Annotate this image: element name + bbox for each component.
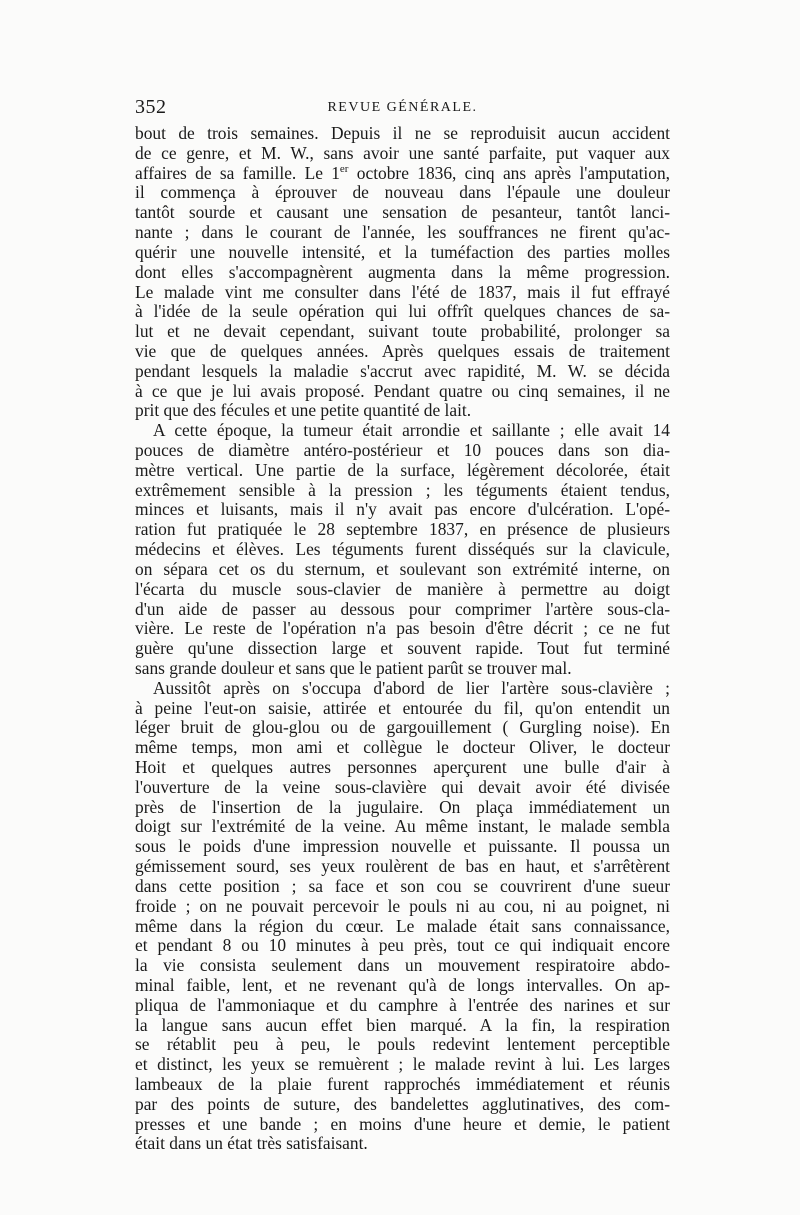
- text-line: pliqua de l'ammoniaque et du camphre à l'entrée des narines et sur: [135, 994, 670, 1015]
- page-number: 352: [135, 96, 167, 118]
- text-line: par des points de suture, des bandelettes agglutinatives, des com-: [135, 1093, 670, 1114]
- text-line: d'un aide de passer au dessous pour comprimer l'artère sous-cla-: [135, 598, 670, 619]
- text-line: lambeaux de la plaie furent rapprochés immédiatement et réunis: [135, 1074, 670, 1094]
- text-line: dont elles s'accompagnèrent augmenta dans la même progression.: [135, 261, 670, 282]
- text-line: affaires de sa famille. Le 1er octobre 1836, cinq ans après l'amputation,: [135, 162, 670, 183]
- text-line: guère qu'une dissection large et souvent rapide. Tout fut terminé: [135, 638, 670, 659]
- text-line: pouces de diamètre antéro-postérieur et 10 pouces dans son dia-: [135, 440, 670, 460]
- text-line: nante ; dans le courant de l'année, les souffrances ne firent qu'ac-: [135, 222, 670, 243]
- text-line: vière. Le reste de l'opération n'a pas besoin d'être décrit ; ce ne fut: [135, 618, 670, 639]
- text-line: sans grande douleur et sans que le patient parût se trouver mal.: [135, 657, 572, 678]
- text-line: même temps, mon ami et collègue le docteur Oliver, le docteur: [135, 737, 670, 758]
- text-line: l'ouverture de la veine sous-clavière qui devait avoir été divisée: [135, 776, 670, 797]
- text-line: doigt sur l'extrémité de la veine. Au même instant, le malade sembla: [135, 816, 670, 837]
- text-line: se rétablit peu à peu, le pouls redevint lentement perceptible: [135, 1034, 670, 1055]
- text-line: gémissement sourd, ses yeux roulèrent de bas en haut, et s'arrêtèrent: [135, 856, 670, 877]
- paragraph: [135, 124, 670, 421]
- body-text: [135, 124, 670, 1154]
- text-line: A cette époque, la tumeur était arrondie et saillante ; elle avait 14: [153, 420, 670, 441]
- text-line: ration fut pratiquée le 28 septembre 1837, en présence de plusieurs: [135, 519, 670, 540]
- text-line: était dans un état très satisfaisant.: [135, 1133, 368, 1154]
- text-line: léger bruit de glou-glou ou de gargouillement ( Gurgling noise). En: [135, 717, 670, 738]
- text-line: on sépara cet os du sternum, et soulevant son extrémité interne, on: [135, 558, 670, 579]
- text-line: médecins et élèves. Les téguments furent disséqués sur la clavicule,: [135, 539, 670, 560]
- text-line: Aussitôt après on s'occupa d'abord de lier l'artère sous-clavière ;: [153, 677, 670, 698]
- text-line: extrêmement sensible à la pression ; les téguments étaient tendus,: [135, 479, 670, 500]
- text-line: près de l'insertion de la jugulaire. On plaça immédiatement un: [135, 796, 670, 817]
- text-line: et pendant 8 ou 10 minutes à peu près, tout ce qui indiquait encore: [135, 935, 670, 956]
- text-line: prit que des fécules et une petite quantité de lait.: [135, 400, 472, 421]
- text-line: à ce que je lui avais proposé. Pendant quatre ou cinq semaines, il ne: [135, 380, 670, 401]
- text-line: pendant lesquels la maladie s'accrut avec rapidité, M. W. se décida: [135, 360, 670, 381]
- text-line: la vie consista seulement dans un mouvement respiratoire abdo-: [135, 955, 670, 976]
- text-line: froide ; on ne pouvait percevoir le pouls ni au cou, ni au poignet, ni: [135, 895, 670, 916]
- text-line: sous le poids d'une impression nouvelle et puissante. Il poussa un: [135, 836, 670, 857]
- paragraphs: [135, 124, 670, 1154]
- text-line: Hoit et quelques autres personnes aperçurent une bulle d'air à: [135, 757, 670, 777]
- running-head: [135, 96, 670, 122]
- text-line: Le malade vint me consulter dans l'été de 1837, mais il fut effrayé: [135, 281, 670, 302]
- journal-title: REVUE GÉNÉRALE.: [327, 100, 478, 115]
- text-line: mètre vertical. Une partie de la surface, légèrement décolorée, était: [135, 459, 670, 480]
- text-line: vie que de quelques années. Après quelques essais de traitement: [135, 340, 670, 361]
- text-line: à l'idée de la seule opération qui lui offrît quelques chances de sa-: [135, 301, 670, 322]
- paragraph: [135, 421, 670, 679]
- paragraph: [135, 679, 670, 1155]
- text-line: à peine l'eut-on saisie, attirée et entourée du fil, qu'on entendit un: [135, 697, 670, 718]
- text-line: minces et luisants, mais il n'y avait pas encore d'ulcération. L'opé-: [135, 499, 670, 520]
- text-line: de ce genre, et M. W., sans avoir une santé parfaite, put vaquer aux: [135, 142, 670, 163]
- text-line: minal faible, lent, et ne revenant qu'à de longs intervalles. On ap-: [135, 974, 670, 995]
- text-line: et distinct, les yeux se remuèrent ; le malade revint à lui. Les larges: [135, 1054, 670, 1075]
- text-line: tantôt sourde et causant une sensation de pesanteur, tantôt lanci-: [135, 202, 670, 223]
- text-line: dans cette position ; sa face et son cou se couvrirent d'une sueur: [135, 875, 670, 896]
- text-line: lut et ne devait cependant, suivant toute probabilité, prolonger sa: [135, 321, 670, 342]
- text-line: la langue sans aucun effet bien marqué. A la fin, la respiration: [135, 1014, 670, 1035]
- text-line: il commença à éprouver de nouveau dans l'épaule une douleur: [135, 182, 670, 203]
- text-line: l'écarta du muscle sous-clavier de manière à permettre au doigt: [135, 578, 670, 599]
- text-line: bout de trois semaines. Depuis il ne se reproduisit aucun accident: [135, 123, 670, 143]
- text-line: quérir une nouvelle intensité, et la tuméfaction des parties molles: [135, 241, 670, 262]
- text-line: presses et une bande ; en moins d'une heure et demie, le patient: [135, 1113, 670, 1134]
- text-line: même dans la région du cœur. Le malade était sans connaissance,: [135, 915, 670, 936]
